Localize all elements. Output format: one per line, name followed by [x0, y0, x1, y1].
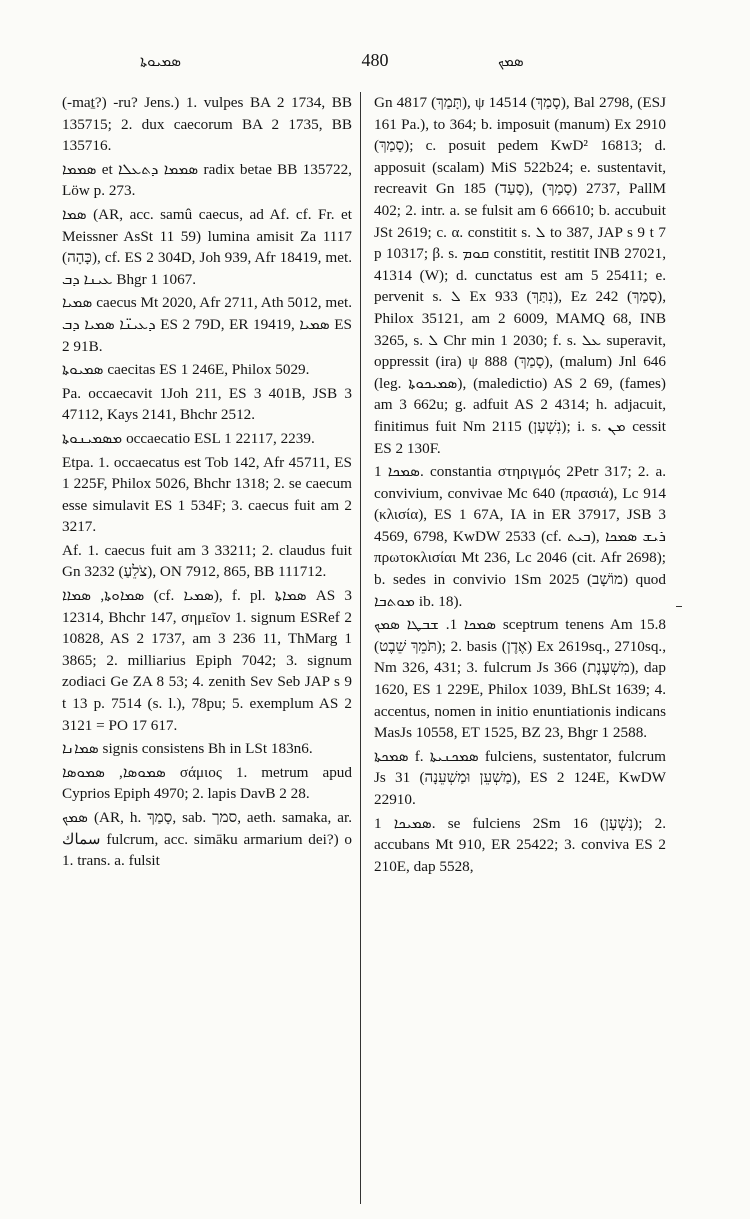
header-catchword-right: ܣܡܟ — [498, 52, 524, 70]
entry-etpa: Etpa. 1. occaecatus est Tob 142, Afr 45711, ES 1 225F, Philox 5026, Bhchr 1318; 2. se caecum esse simulavit ES 1 534F; 3. caecus fuit am 2 3217. — [62, 453, 352, 536]
entry-signis-consistens: ܣܡܐܢܐ signis consistens Bh in LSt 183n6. — [62, 740, 313, 758]
header-catchword-left: ܣܡܝܘܬܐ — [140, 52, 182, 70]
page-number: 480 — [361, 50, 389, 70]
entry-signum: ܣܡܐܘܬܐ, ܣܡܐܐ (cf. ܣܡܝܐ), f. pl. ܣܡܐܬܐ AS 3 12314, Bhchr 147, σημεῖον 1. signum ESRef 2 10828, AS 2 1737, am 3 236 11, ThMarg 1 3865; 2. milliarius Epiph 7042; 3. signum zodiaci Ge ZA 8 53; 4. zenith Sev Seb JAP s 9 t 13 p. 7514 (s. l.), 78pu; 5. exemplum AS 2 3121 = PO 17 617. — [62, 587, 352, 734]
entry-vulpes: (-maṯ?) -ru? Jens.) 1. vulpes BA 2 1734, BB 135715; 2. dux caecorum BA 2 1735, BB 135716. — [62, 94, 352, 155]
page-header — [0, 52, 750, 78]
entry-occaecatio: ܡܣܡܝܢܘܬܐ occaecatio ESL 1 22117, 2239. — [62, 429, 315, 447]
entry-samios: ܣܡܘܣܐ, ܣܡܘܣܐ σάμιος 1. metrum apud Cyprios Epiph 4970; 2. lapis DavB 2 28. — [62, 763, 352, 803]
entry-sm-root: ܣܡܐ (AR, acc. samû caecus, ad Af. cf. Fr. et Meissner AsSt 11 59) lumina amisit Za 1117 (כָּהָה), cf. ES 2 304D, Joh 939, Afr 18419, met. ܥܝܢܐ ܕܒ Bhgr 1 1067. — [62, 205, 352, 288]
entry-af: Af. 1. caecus fuit am 3 33211; 2. claudus fuit Gn 3232 (צֹלֵעַ), ON 7912, 865, BB 111712. — [62, 541, 352, 581]
entry-se-fulciens: ܣܡܝܟܐ 1. se fulciens 2Sm 16 (נִשְׁעָן); 2. accubans Mt 910, ER 25422; 3. conviva ES 2 210E, dap 5528, — [374, 814, 666, 875]
entry-radix-betae: ܣܡܡܐ et ܣܡܡܐ ܕܬܥܠܐ radix betae BB 135722, Löw p. 273. — [62, 160, 352, 200]
entry-caecitas: ܣܡܝܘܬܐ caecitas ES 1 246E, Philox 5029. — [62, 361, 310, 379]
entry-caecus: ܣܡܝܐ caecus Mt 2020, Afr 2711, Ath 5012, met. ܕܥܝܢ̈ܐ ܣܡܝܐ ܕܒ ES 2 79D, ER 19419, ܣܡܝܐ ES 2 91B. — [62, 294, 352, 355]
entry-sceptrum: ܣܡܟܐ 1. ܫܒܛܐ ܣܡܟ sceptrum tenens Am 15.8 (תֹּמֵךְ שֵׁבֶט); 2. basis (אֶדֶן) Ex 2619sq., 2710sq., Nm 326, 431; 3. fulcrum Js 366 (מִשְׁעֶנֶת), dap 1620, ES 1 229E, Philox 1039, BhLSt 1639; 4. accentus, nomen in initio enuntiationis indicans MasJs 10558, ET 1525, BZ 23, Bhgr 1 2588. — [374, 616, 666, 742]
entry-fulciens: ܣܡܟܬܐ f. ܣܡܟܢܝܬܐ fulciens, sustentator, fulcrum Js 31 (מַשְׁעֵן וּמַשְׁעֵנָה), ES 2 124E, KwDW 22910. — [374, 747, 666, 808]
entry-smk-continued: Gn 4817 (תָּמַךְ), ψ 14514 (סָמַךְ), Bal 2798, (ESJ 161 Pa.), to 364; b. imposuit (manum) Ex 2910 (סָמַךְ); c. posuit pedem KwD² 16813; d. apposuit (scalam) MiS 522b24; e. sustentavit, recreavit Gn 185 (סָעַד), 2737 (סָמַךְ), PallM 402; 2. intr. a. se fulsit am 6 66610; b. accubuit JSt 2619; c. α. constitit s. ܠ to 387, JAP s 9 t 7 p 10317; β. s. ܩܘܡ constitit, restitit INB 27021, 41314 (W); d. cunctatus est am 5 25411; e. pervenit s. ܠ Ex 933 (נִתַּךְ), Ez 242 (סָמַךְ), Philox 35121, am 2 6009, MAMQ 68, INB 3265, s. ܠ Chr min 1 2030; f. s. ܥܠ superavit, oppressit (ira) ψ 888 (סָמַךְ), (malum) Jnl 646 (leg. ܣܡܝܟܘܬܐ), (maledictio) AS 2 69, (fames) am 3 662u; g. adfuit AS 2 4314; h. adjacuit, finitimus fuit Nm 2115 (נִשְׁעָן); i. s. ܡܢ cessit ES 2 130F. — [374, 94, 666, 457]
left-column — [62, 92, 352, 1207]
entry-smk-root: ܣܡܟ (AR, h. סָמַךְ, sab. סמך, aeth. samaka, ar. سماك fulcrum, acc. simāku armarium dei?) o 1. trans. a. fulsit — [62, 809, 352, 870]
entry-constantia: ܣܡܟܐ 1. constantia στηριγμός 2Petr 317; 2. a. convivium, convivae Mc 640 (πρασιά), Lc 914 (κλισία), ES 1 67A, IA in ER 37917, JSB 3 4569, 6798, KwDW 2533 (cf. ܒܝܬ), ܪܝܫ ܣܡܟܐ πρωτοκλισίαι Mt 236, Lc 2046 (cit. Afr 2698); b. sedes in convivio 1Sm 2025 (מוֹשָׁב) quod ܡܘܬܒܐ ib. 18). — [374, 463, 666, 610]
column-divider — [360, 92, 361, 1204]
right-column — [374, 92, 666, 1207]
margin-mark — [676, 606, 682, 607]
entry-pa-occaecavit: Pa. occaecavit 1Joh 211, ES 3 401B, JSB 3 47112, Kays 2141, Bhchr 2512. — [62, 384, 352, 424]
